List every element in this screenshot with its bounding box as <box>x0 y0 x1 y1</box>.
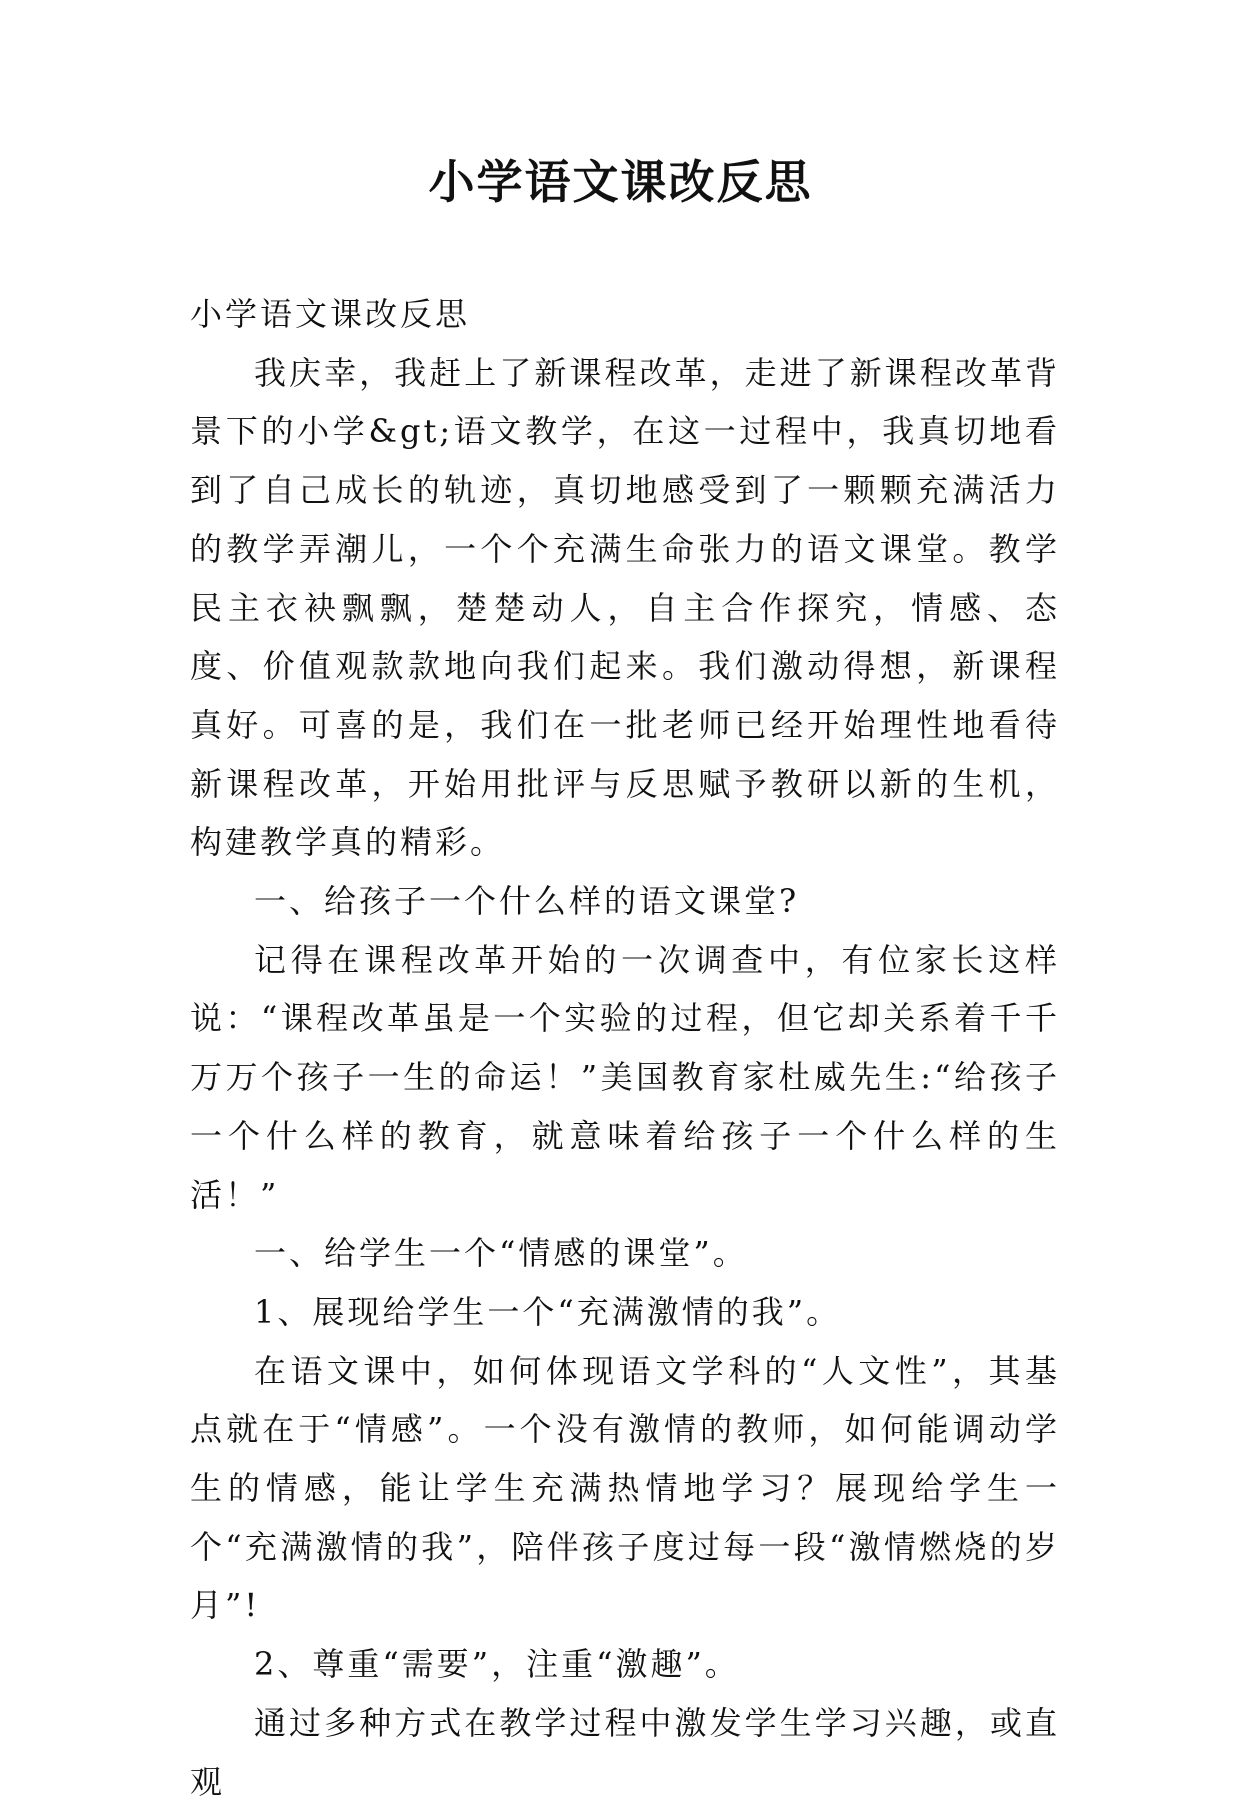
paragraph-survey: 记得在课程改革开始的一次调查中，有位家长这样说：“课程改革虽是一个实验的过程，但它却关系着千千万万个孩子一生的命运！”美国教育家杜威先生:“给孩子一个什么样的教育，就意味着给孩子一个什么样的生活！” <box>190 940 1060 1214</box>
section-heading-emotion: 一、给学生一个“情感的课堂”。 <box>254 1234 748 1273</box>
section-heading-classroom: 一、给孩子一个什么样的语文课堂? <box>254 882 800 921</box>
document-body <box>190 285 1060 1811</box>
paragraph-intro: 我庆幸，我赶上了新课程改革，走进了新课程改革背景下的小学&gt;语文教学，在这一过程中，我真切地看到了自己成长的轨迹，真切地感受到了一颗颗充满活力的教学弄潮儿，一个个充满生命张力的语文课堂。教学民主衣袂飘飘，楚楚动人，自主合作探究，情感、态度、价值观款款地向我们起来。我们激动得想，新课程真好。可喜的是，我们在一批老师已经开始理性地看待新课程改革，开始用批评与反思赋予教研以新的生机，构建教学真的精彩。 <box>190 353 1060 862</box>
document-subtitle: 小学语文课改反思 <box>190 295 471 333</box>
subheading-interest: 2、尊重“需要”，注重“激趣”。 <box>254 1645 740 1684</box>
subheading-passion: 1、展现给学生一个“充满激情的我”。 <box>254 1292 842 1331</box>
paragraph-methods: 通过多种方式在教学过程中激发学生学习兴趣，或直观 <box>190 1703 1060 1801</box>
paragraph-humanity: 在语文课中，如何体现语文学科的“人文性”，其基点就在于“情感”。一个没有激情的教师，如何能调动学生的情感，能让学生充满热情地学习？展现给学生一个“充满激情的我”，陪伴孩子度过每一段“激情燃烧的岁月”! <box>190 1351 1060 1625</box>
document-title: 小学语文课改反思 <box>428 155 813 209</box>
